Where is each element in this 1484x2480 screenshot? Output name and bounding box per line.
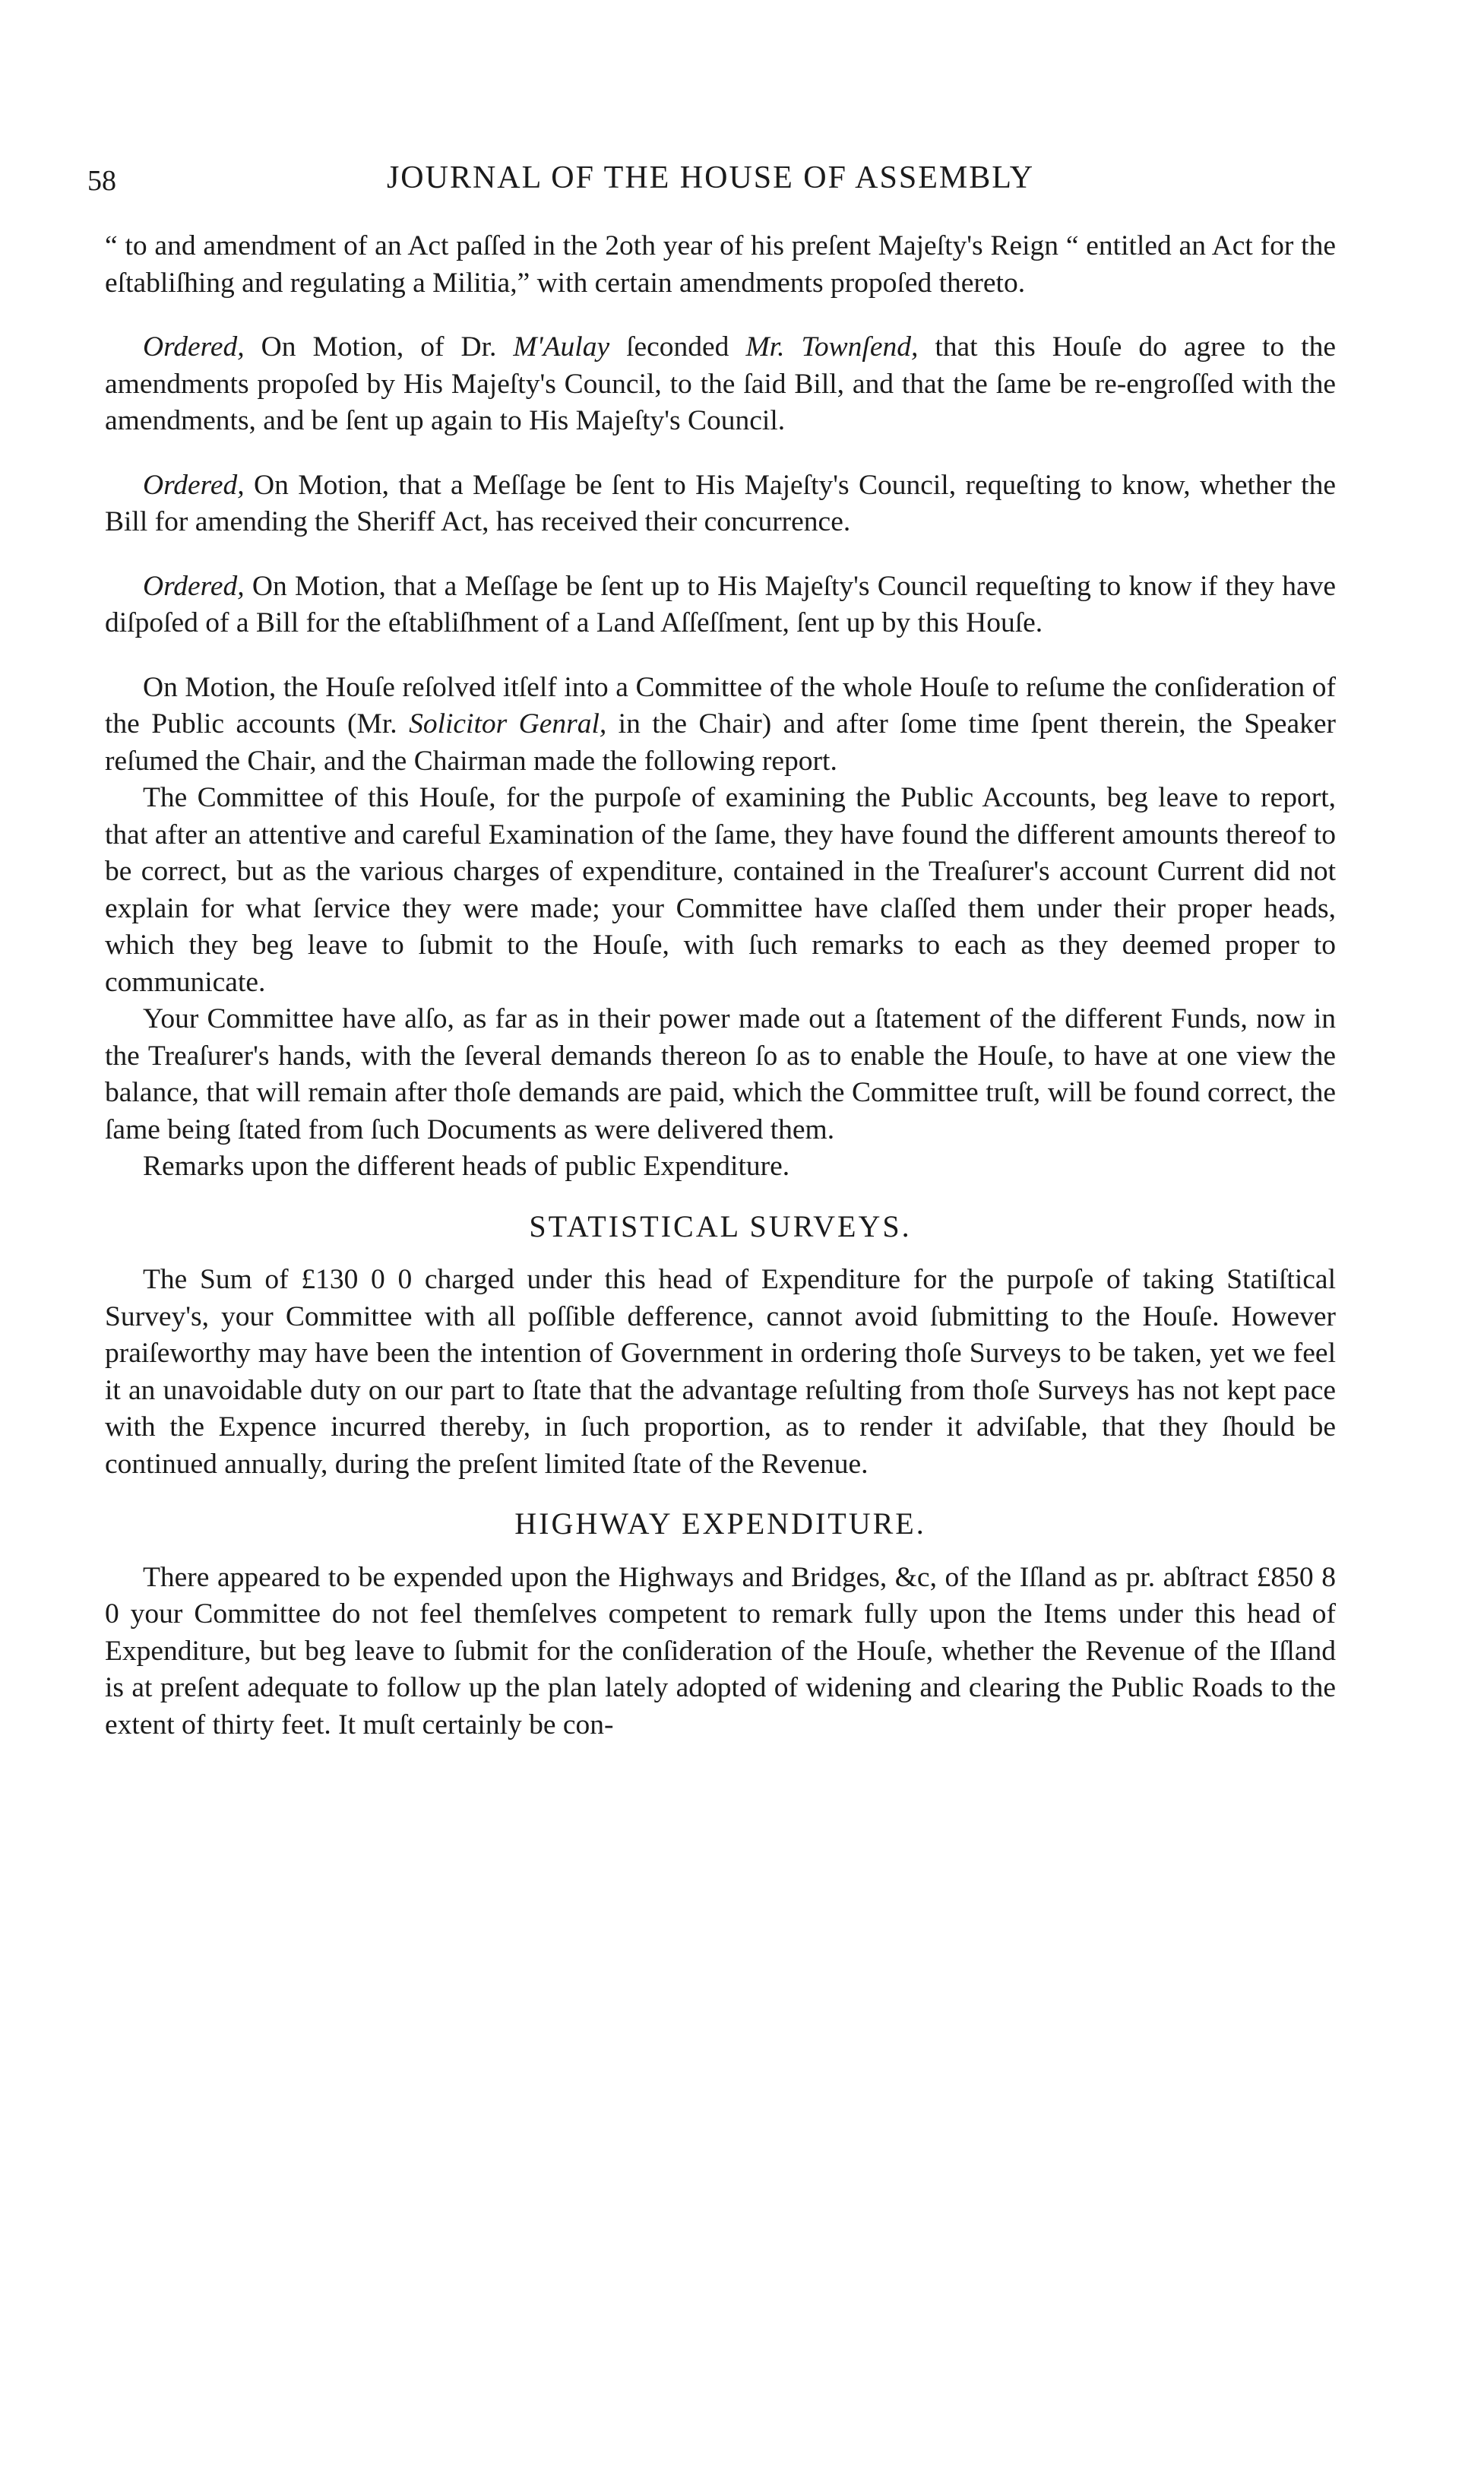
text-segment: ſeconded [609,331,746,363]
person-name: Mr. Townſend, [745,331,919,363]
text-segment: On Motion, of Dr. [244,331,514,363]
heading-highway-expenditure: HIGHWAY EXPENDITURE. [514,1506,926,1541]
text-segment: in the Chair) and after ſome time ſpent therein, the Speaker reſumed the Chair, and the Chairman made the following report. [105,708,1336,777]
paragraph-statistical-surveys: The Sum of £130 0 0 charged under this head of Expenditure for the purpoſe of taking Statiſtical Survey's, your Committee with all poſſible defference, cannot avoid ſubmitting to the Houſe. However praiſeworthy may have been the intention of Government in ordering thoſe Surveys to be taken, yet we feel it an unavoidable duty on our part to ſtate that the advantage reſulting from thoſe Surveys has not kept pace with the Expence incurred thereby, in ſuch proportion, as to render it adviſable, that they ſhould be continued annually, during the preſent limited ſtate of the Revenue. [105,1264,1336,1480]
paragraph-ordered-sheriff-act [105,467,1336,541]
ordered-label: Ordered, [143,331,245,363]
heading-statistical-surveys: STATISTICAL SURVEYS. [529,1208,912,1243]
text-segment: that this Houſe do agree to the amendments propoſed by His Majeſty's Council, to the ſaid Bill, and that the ſame be re-engroſſed with the amendments, and be ſent up again to His Majeſty's Council. [105,331,1336,436]
page-body [105,228,1336,1744]
text-segment: On Motion, that a Meſſage be ſent to His Majeſty's Council, requeſting to know, whether the Bill for amending the Sheriff Act, has received their concurrence. [105,469,1336,537]
page-header [87,158,1334,204]
paragraph-committee-report: The Committee of this Houſe, for the purpoſe of examining the Public Accounts, beg leave to report, that after an attentive and careful Examination of the ſame, they have found the different amounts thereof to be correct, but as the various charges of expenditure, contained in the Treaſurer's account Current did not explain for what ſervice they were made; your Committee have claſſed them under their proper heads, which they beg leave to ſubmit to the Houſe, with ſuch remarks to each as they deemed proper to communicate. [105,782,1336,998]
text-segment: On Motion, that a Meſſage be ſent up to His Majeſty's Council requeſting to know if they have diſpoſed of a Bill for the eſtabliſhment of a Land Aſſeſſment, ſent up by this Houſe. [105,570,1336,638]
paragraph-remarks-intro: Remarks upon the different heads of public Expenditure. [143,1151,790,1182]
person-name: Solicitor Genral, [409,708,607,740]
person-name: M'Aulay [513,331,610,363]
page-number: 58 [87,165,116,197]
text-segment: On Motion, the Houſe reſolved itſelf into a Committee of the whole Houſe to reſume the conſideration of the Public accounts (Mr. [105,671,1336,740]
ordered-label: Ordered, [143,469,245,501]
paragraph-militia-act: “ to and amendment of an Act paſſed in the 2oth year of his preſent Majeſty's Reign “ entitled an Act for the eſtabliſhing and regulating a Militia,” with certain amendments propoſed thereto. [105,230,1336,299]
paragraph-ordered-land-assessment [105,569,1336,642]
paragraph-funds-statement: Your Committee have alſo, as far as in their power made out a ſtatement of the different Funds, now in the Treaſurer's hands, with the ſeveral demands thereon ſo as to enable the Houſe, to have at one view the balance, that will remain after thoſe demands are paid, which the Committee truſt, will be found correct, the ſame being ſtated from ſuch Documents as were delivered them. [105,1003,1336,1145]
paragraph-highway-expenditure: There appeared to be expended upon the Highways and Bridges, &c, of the Iſland as pr. abſtract £850 8 0 your Committee do not feel themſelves competent to remark fully upon the Items under this head of Expenditure, but beg leave to ſubmit for the conſideration of the Houſe, whether the Revenue of the Iſland is at preſent adequate to follow up the plan lately adopted of widening and clearing the Public Roads to the extent of thirty feet. It muſt certainly be con- [105,1561,1336,1740]
ordered-label: Ordered, [143,570,245,602]
running-head: JOURNAL OF THE HOUSE OF ASSEMBLY [386,160,1035,195]
paragraph-ordered-amendments [105,329,1336,440]
paragraph-committee-motion [105,670,1336,781]
